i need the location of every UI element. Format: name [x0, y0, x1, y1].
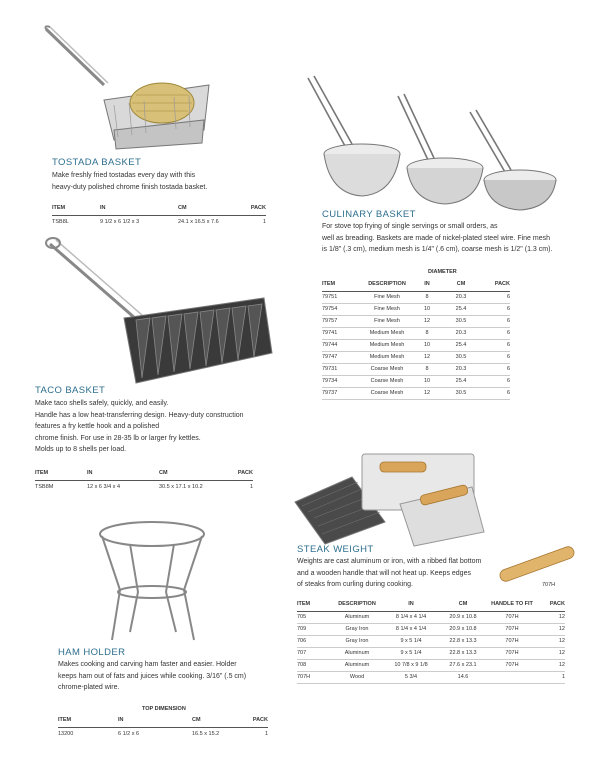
table-cell: 707 [297, 647, 331, 659]
table-cell: 12 [412, 387, 442, 399]
ham-description [58, 659, 298, 694]
table-cell: 30.5 [442, 387, 480, 399]
table-cell: 10 7/8 x 9 1/8 [383, 659, 439, 671]
col-item: ITEM [297, 601, 331, 611]
desc-line: keeps ham out of fats and juices while cooking. 3/16" (.5 cm) [58, 672, 247, 680]
table-row [297, 647, 565, 659]
desc-line: well as breading. Baskets are made of nickel-plated steel wire. Fine mesh [322, 234, 550, 242]
table-cell: Coarse Mesh [362, 363, 412, 375]
tostada-basket-image [44, 25, 214, 150]
table-cell: 8 1/4 x 4 1/4 [383, 611, 439, 623]
taco-table [35, 470, 253, 492]
taco-description [35, 398, 275, 456]
cell-item: TSB8L [52, 218, 69, 225]
table-cell: 12 [537, 647, 565, 659]
col-pack: PACK [223, 470, 253, 480]
table-cell: 706 [297, 635, 331, 647]
table-cell: 8 1/4 x 4 1/4 [383, 623, 439, 635]
tostada-title: TOSTADA BASKET [52, 157, 142, 168]
table-cell: 22.8 x 13.3 [439, 635, 487, 647]
desc-line: is 1/8" (.3 cm), medium mesh is 1/4" (.6 cm), coarse mesh is 1/2" (1.3 cm). [322, 246, 553, 253]
culinary-diameter-header: DIAMETER [428, 269, 457, 275]
table-cell: 6 [480, 291, 510, 303]
col-in: IN [412, 281, 442, 291]
table-cell: Coarse Mesh [362, 387, 412, 399]
col-in: IN [118, 717, 192, 727]
desc-line: Handle has a low heat-transferring design. Heavy-duty construction [35, 411, 244, 419]
table-cell: 22.8 x 13.3 [439, 647, 487, 659]
table-cell: 12 [537, 623, 565, 635]
table-cell: 8 [412, 291, 442, 303]
table-cell: 30.5 [442, 351, 480, 363]
table-row [297, 659, 565, 671]
desc-line: of steaks from curling during cooking. [297, 581, 413, 588]
desc-line: and a wooden handle that will not heat up. Keeps edges [297, 569, 471, 577]
table-cell: 12 [412, 351, 442, 363]
table-cell: 79754 [322, 303, 362, 315]
cell-cm: 16.5 x 15.2 [192, 730, 220, 737]
table-cell: 10 [412, 339, 442, 351]
table-cell: 9 x 5 1/4 [383, 635, 439, 647]
col-handle: HANDLE TO FIT [487, 601, 537, 611]
table-cell: 6 [480, 351, 510, 363]
table-cell: 79757 [322, 315, 362, 327]
cell-in: 12 x 6 3/4 x 4 [87, 483, 121, 490]
steak-table [297, 601, 565, 684]
desc-line: chrome finish. For use in 28-35 lb or larger fry kettles. [35, 434, 201, 442]
table-row [322, 303, 510, 315]
col-description: DESCRIPTION [331, 601, 383, 611]
col-cm: CM [442, 281, 480, 291]
table-cell: 30.5 [442, 315, 480, 327]
desc-line: Make freshly fried tostadas every day with this [52, 172, 196, 179]
table-cell: 10 [412, 375, 442, 387]
table-cell: 5 3/4 [383, 671, 439, 683]
ham-table [58, 717, 268, 739]
cell-pack: 1 [249, 483, 253, 490]
table-cell: 79734 [322, 375, 362, 387]
table-cell: 9 x 5 1/4 [383, 647, 439, 659]
table-cell: Aluminum [331, 611, 383, 623]
table-cell: Gray Iron [331, 623, 383, 635]
table-cell: Medium Mesh [362, 351, 412, 363]
ham-top-dimension-header: TOP DIMENSION [142, 706, 186, 712]
table-cell: 12 [412, 315, 442, 327]
table-cell: 25.4 [442, 375, 480, 387]
col-item: ITEM [322, 281, 362, 291]
table-cell: 25.4 [442, 339, 480, 351]
col-description: DESCRIPTION [362, 281, 412, 291]
table-cell: 20.9 x 10.8 [439, 611, 487, 623]
table-row [35, 480, 253, 492]
steak-description [297, 556, 537, 591]
table-cell: 6 [480, 327, 510, 339]
table-cell: Aluminum [331, 659, 383, 671]
desc-line: chrome-plated wire. [58, 684, 120, 691]
table-cell: 6 [480, 363, 510, 375]
col-in: IN [100, 205, 178, 215]
taco-title: TACO BASKET [35, 385, 106, 396]
cell-item: 13200 [58, 730, 74, 737]
table-cell: Medium Mesh [362, 327, 412, 339]
table-cell: 1 [537, 671, 565, 683]
table-cell: 708 [297, 659, 331, 671]
ham-holder-image [90, 520, 215, 645]
col-cm: CM [192, 717, 248, 727]
tostada-description [52, 170, 292, 193]
table-cell: 6 [480, 339, 510, 351]
desc-line: Weights are cast aluminum or iron, with a ribbed flat bottom [297, 558, 482, 565]
table-cell: 707H [297, 671, 331, 683]
table-cell: 79741 [322, 327, 362, 339]
table-cell: Gray Iron [331, 635, 383, 647]
table-cell: 79751 [322, 291, 362, 303]
table-cell: 8 [412, 363, 442, 375]
cell-cm: 30.5 x 17.1 x 10.2 [159, 483, 203, 490]
table-cell: 707H [487, 659, 537, 671]
table-cell: Aluminum [331, 647, 383, 659]
handle-image-label: 707H [542, 582, 556, 588]
col-cm: CM [439, 601, 487, 611]
table-cell: 709 [297, 623, 331, 635]
table-cell: 8 [412, 327, 442, 339]
table-cell: 6 [480, 315, 510, 327]
table-cell: 6 [480, 303, 510, 315]
table-cell: 707H [487, 635, 537, 647]
table-cell: 14.6 [439, 671, 487, 683]
table-cell: Medium Mesh [362, 339, 412, 351]
table-cell: 707H [487, 611, 537, 623]
culinary-table [322, 281, 510, 400]
table-cell: 20.3 [442, 327, 480, 339]
table-row [58, 727, 268, 739]
desc-line: Molds up to 8 shells per load. [35, 446, 127, 453]
table-cell: 27.6 x 23.1 [439, 659, 487, 671]
table-row [322, 327, 510, 339]
col-pack: PACK [480, 281, 510, 291]
culinary-description [322, 221, 582, 256]
culinary-title: CULINARY BASKET [322, 209, 416, 220]
table-row [52, 215, 266, 227]
col-item: ITEM [58, 717, 118, 727]
cell-pack: 1 [264, 730, 268, 737]
col-item: ITEM [35, 470, 87, 480]
cell-in: 9 1/2 x 6 1/2 x 3 [100, 218, 140, 225]
table-row [297, 623, 565, 635]
desc-line: Makes cooking and carving ham faster and easier. Holder [58, 661, 237, 668]
table-cell: 79744 [322, 339, 362, 351]
steak-title: STEAK WEIGHT [297, 544, 374, 555]
table-cell: Wood [331, 671, 383, 683]
cell-item: TSB8M [35, 483, 54, 490]
desc-line: For stove top frying of single servings or small orders, as [322, 223, 498, 230]
table-cell: 79747 [322, 351, 362, 363]
table-row [322, 387, 510, 399]
col-in: IN [383, 601, 439, 611]
col-cm: CM [178, 205, 238, 215]
steak-weights-image [290, 452, 486, 547]
table-cell: 6 [480, 387, 510, 399]
desc-line: features a fry kettle hook and a polished [35, 423, 160, 430]
desc-line: heavy-duty polished chrome finish tostada basket. [52, 183, 208, 191]
table-cell: 20.3 [442, 291, 480, 303]
table-row [297, 671, 565, 683]
table-cell: 20.3 [442, 363, 480, 375]
taco-basket-image [44, 238, 274, 388]
table-row [297, 611, 565, 623]
table-cell: 707H [487, 647, 537, 659]
cell-cm: 24.1 x 16.5 x 7.6 [178, 218, 219, 225]
cell-pack: 1 [262, 218, 266, 225]
table-row [322, 339, 510, 351]
table-row [322, 291, 510, 303]
col-pack: PACK [537, 601, 565, 611]
table-cell: 10 [412, 303, 442, 315]
table-cell: 705 [297, 611, 331, 623]
table-cell: Fine Mesh [362, 315, 412, 327]
col-in: IN [87, 470, 159, 480]
table-row [322, 315, 510, 327]
table-row [322, 375, 510, 387]
tostada-table [52, 205, 266, 227]
table-cell: 20.9 x 10.8 [439, 623, 487, 635]
table-cell: Coarse Mesh [362, 375, 412, 387]
table-row [322, 351, 510, 363]
table-cell [487, 671, 537, 683]
table-row [322, 363, 510, 375]
col-pack: PACK [238, 205, 266, 215]
table-cell: 25.4 [442, 303, 480, 315]
table-cell: Fine Mesh [362, 303, 412, 315]
table-cell: 12 [537, 659, 565, 671]
table-cell: Fine Mesh [362, 291, 412, 303]
ham-title: HAM HOLDER [58, 647, 126, 658]
col-pack: PACK [248, 717, 268, 727]
table-cell: 79737 [322, 387, 362, 399]
culinary-baskets-image [300, 76, 570, 211]
table-cell: 12 [537, 611, 565, 623]
table-cell: 79731 [322, 363, 362, 375]
col-cm: CM [159, 470, 223, 480]
col-item: ITEM [52, 205, 100, 215]
table-cell: 12 [537, 635, 565, 647]
table-cell: 6 [480, 375, 510, 387]
cell-in: 6 1/2 x 6 [118, 730, 140, 737]
table-row [297, 635, 565, 647]
desc-line: Make taco shells safely, quickly, and easily. [35, 400, 169, 407]
table-cell: 707H [487, 623, 537, 635]
